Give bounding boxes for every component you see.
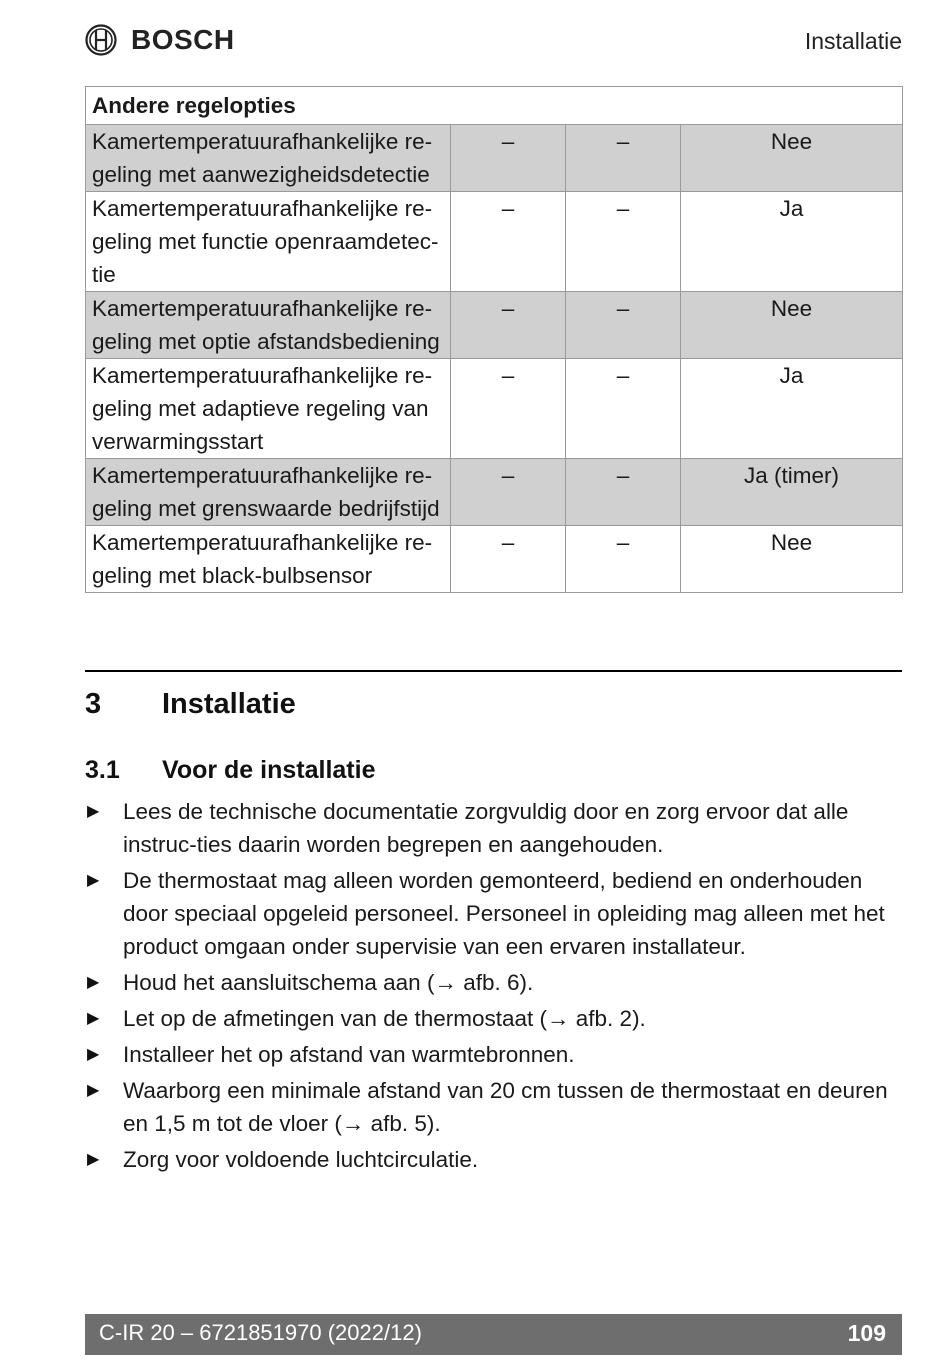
cell-col3: Ja (timer) <box>681 459 903 526</box>
table-row <box>86 359 903 459</box>
cell-col2: – <box>566 526 681 593</box>
row-label: Kamertemperatuurafhankelijke re- geling met grenswaarde bedrijfstijd <box>86 459 451 526</box>
list-item: ▶ Let op de afmetingen van de thermostaat (→ afb. 2). <box>85 1002 902 1035</box>
chapter-divider <box>85 670 902 672</box>
section-title: Voor de installatie <box>162 756 376 784</box>
document-number: C-IR 20 – 6721851970 (2022/12) <box>99 1320 422 1345</box>
cell-col2: – <box>566 292 681 359</box>
brand-name: BOSCH <box>131 24 235 55</box>
table-heading: Andere regelopties <box>86 87 903 125</box>
cell-col3: Ja <box>681 192 903 292</box>
row-label: Kamertemperatuurafhankelijke re- geling met functie openraamdetec- tie <box>86 192 451 292</box>
row-label: Kamertemperatuurafhankelijke re- geling met black-bulbsensor <box>86 526 451 593</box>
cell-col1: – <box>451 192 566 292</box>
cell-col1: – <box>451 125 566 192</box>
cell-col1: – <box>451 526 566 593</box>
running-header: Installatie <box>804 28 902 54</box>
cell-col2: – <box>566 125 681 192</box>
chapter-number: 3 <box>85 688 102 720</box>
triangle-right-icon: ▶ <box>87 1010 100 1027</box>
instruction-list <box>85 795 902 1179</box>
table-row <box>86 526 903 593</box>
table-row <box>86 192 903 292</box>
cell-col1: – <box>451 359 566 459</box>
cell-col1: – <box>451 459 566 526</box>
control-options-table <box>85 86 903 593</box>
list-item: ▶ Waarborg een minimale afstand van 20 cm tussen de thermostaat en deuren en 1,5 m tot de vloer (→ afb. 5). <box>85 1074 902 1140</box>
table-row <box>86 459 903 526</box>
table-row <box>86 292 903 359</box>
triangle-right-icon: ▶ <box>87 1082 100 1099</box>
triangle-right-icon: ▶ <box>87 1151 100 1168</box>
list-item: ▶ Lees de technische documentatie zorgvuldig door en zorg ervoor dat alle instruc-ties daarin worden begrepen en aangehouden. <box>85 795 902 861</box>
triangle-right-icon: ▶ <box>87 974 100 991</box>
page-footer <box>85 1314 902 1355</box>
bosch-armature-icon <box>85 24 117 56</box>
cell-col2: – <box>566 459 681 526</box>
cell-col3: Nee <box>681 125 903 192</box>
cell-col3: Nee <box>681 526 903 593</box>
row-label: Kamertemperatuurafhankelijke re- geling met aanwezigheidsdetectie <box>86 125 451 192</box>
page-header <box>85 22 902 62</box>
table-row <box>86 125 903 192</box>
row-label: Kamertemperatuurafhankelijke re- geling met adaptieve regeling van verwarmingsstart <box>86 359 451 459</box>
list-item: ▶ Zorg voor voldoende luchtcirculatie. <box>85 1143 902 1176</box>
cell-col2: – <box>566 359 681 459</box>
cell-col3: Ja <box>681 359 903 459</box>
list-item: ▶ Installeer het op afstand van warmtebronnen. <box>85 1038 902 1071</box>
cell-col3: Nee <box>681 292 903 359</box>
page-number: 109 <box>847 1320 886 1346</box>
triangle-right-icon: ▶ <box>87 803 100 820</box>
cell-col2: – <box>566 192 681 292</box>
list-item: ▶ Houd het aansluitschema aan (→ afb. 6). <box>85 966 902 999</box>
bosch-logo <box>85 24 235 56</box>
list-item: ▶ De thermostaat mag alleen worden gemonteerd, bediend en onderhouden door speciaal opgeleid personeel. Personeel in opleiding mag alleen met het product omgaan onder supervisie van een ervaren installateur. <box>85 864 902 963</box>
cell-col1: – <box>451 292 566 359</box>
table-header-row <box>86 87 903 125</box>
chapter-title: Installatie <box>162 688 296 720</box>
section-number: 3.1 <box>85 756 120 784</box>
row-label: Kamertemperatuurafhankelijke re- geling met optie afstandsbediening <box>86 292 451 359</box>
triangle-right-icon: ▶ <box>87 872 100 889</box>
triangle-right-icon: ▶ <box>87 1046 100 1063</box>
